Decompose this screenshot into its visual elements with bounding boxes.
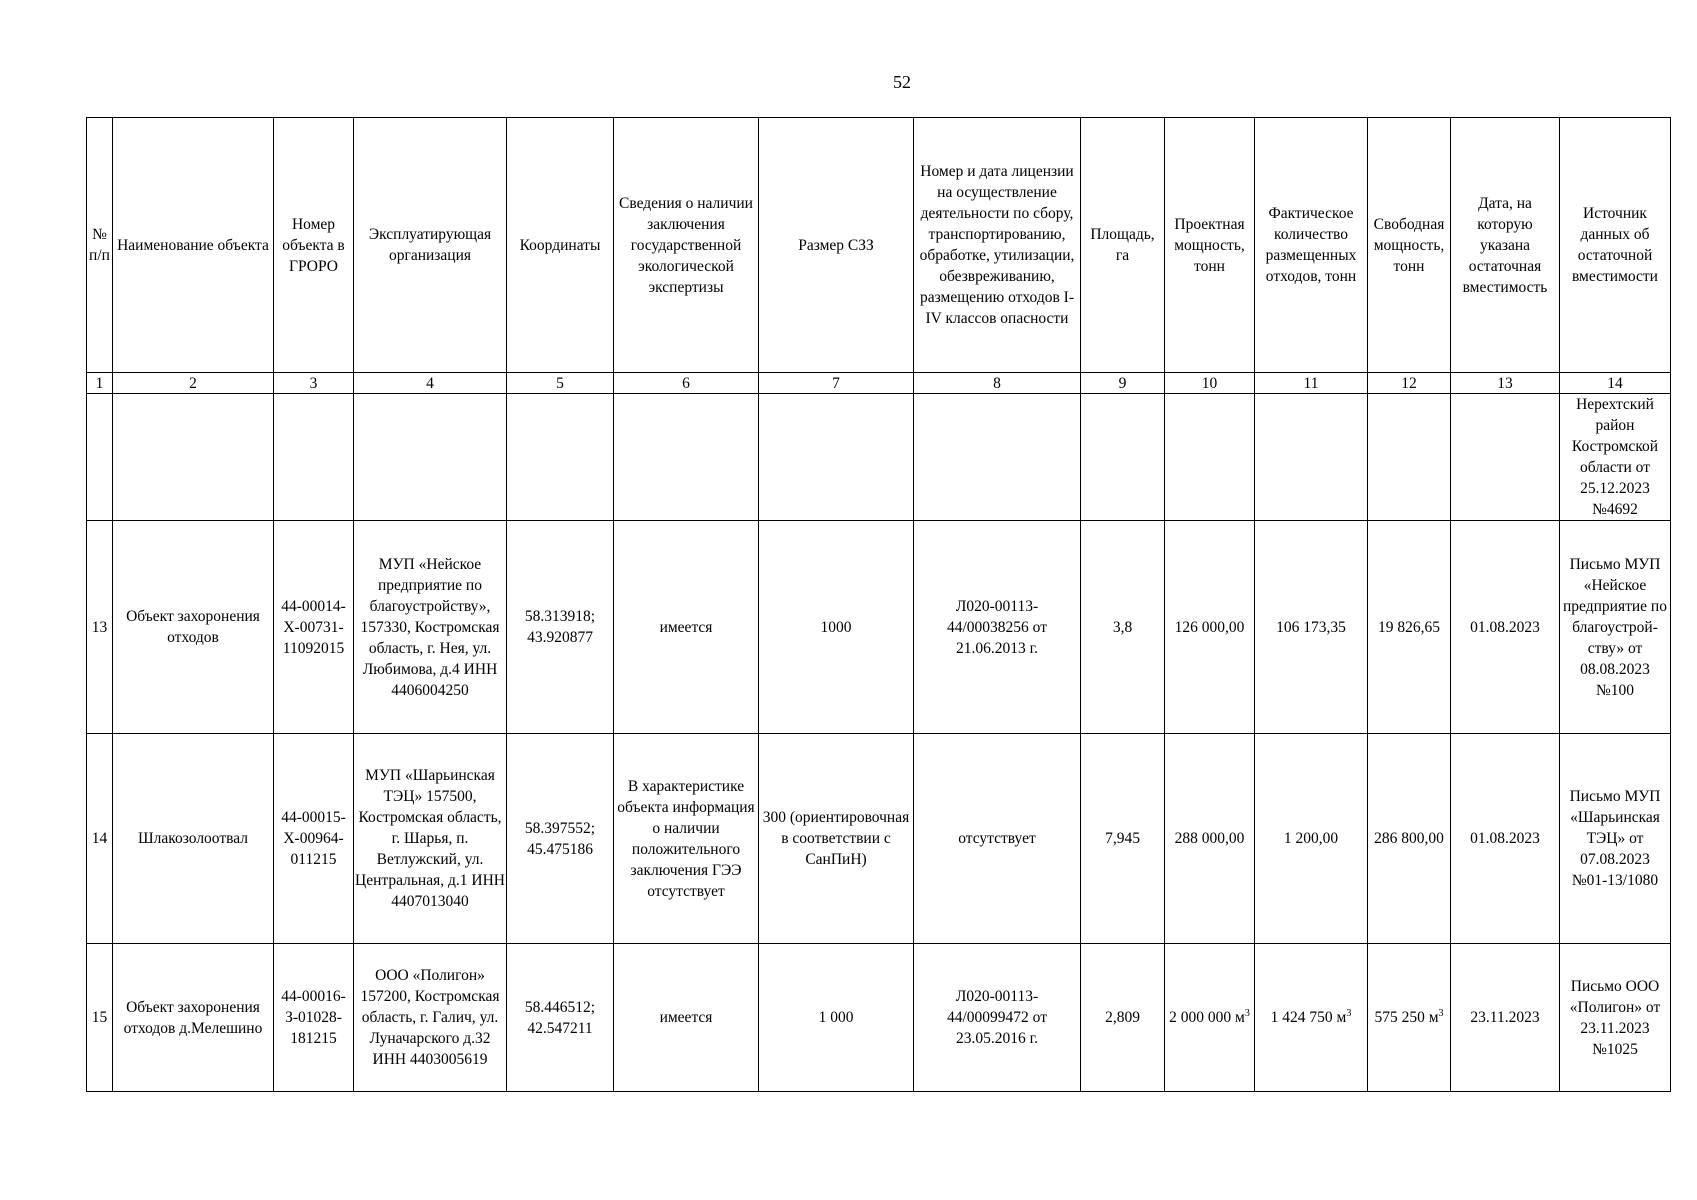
header-cell: Эксплуатирующая организация	[354, 118, 507, 373]
source-cell: Нерехтский район Костромской области от 25.12.2023 №4692	[1560, 394, 1671, 521]
header-cell: № п/п	[87, 118, 113, 373]
coordinates: 58.397552; 45.475186	[507, 734, 614, 944]
free-capacity: 19 826,65	[1368, 521, 1451, 734]
source: Письмо МУП «Нейское предприятие по благоустрой-ству» от 08.08.2023 №100	[1560, 521, 1671, 734]
table-cell	[274, 394, 354, 521]
area: 3,8	[1081, 521, 1165, 734]
table-cell	[507, 394, 614, 521]
column-number: 4	[354, 373, 507, 394]
table-row	[87, 521, 1671, 734]
operator: МУП «Шарьинская ТЭЦ» 157500, Костромская область, г. Шарья, п. Ветлужский, ул. Центральная, д.1 ИНН 4407013040	[354, 734, 507, 944]
column-number-row	[87, 373, 1671, 394]
actual-amount: 106 173,35	[1255, 521, 1368, 734]
header-cell: Номер и дата лицензии на осуществление деятельности по сбору, транспортированию, обработке, утилизации, обезвреживанию, размещению отходов I-IV классов опасности	[914, 118, 1081, 373]
column-number: 9	[1081, 373, 1165, 394]
groro-number: 44-00015-Х-00964-011215	[274, 734, 354, 944]
cubic-superscript: 3	[1244, 1007, 1250, 1019]
szz-size: 300 (ориентировочная в соответствии с СанПиН)	[759, 734, 914, 944]
license: отсутствует	[914, 734, 1081, 944]
free-capacity: 286 800,00	[1368, 734, 1451, 944]
column-number: 11	[1255, 373, 1368, 394]
column-number: 6	[614, 373, 759, 394]
design-capacity: 288 000,00	[1165, 734, 1255, 944]
table-cell	[1368, 394, 1451, 521]
header-cell: Фактическое количество размещенных отходов, тонн	[1255, 118, 1368, 373]
source: Письмо МУП «Шарьинская ТЭЦ» от 07.08.2023 №01-13/1080	[1560, 734, 1671, 944]
cubic-superscript: 3	[1346, 1007, 1352, 1019]
license: Л020-00113-44/00038256 от 21.06.2013 г.	[914, 521, 1081, 734]
szz-size: 1 000	[759, 944, 914, 1092]
column-number: 2	[113, 373, 274, 394]
szz-size: 1000	[759, 521, 914, 734]
header-cell: Координаты	[507, 118, 614, 373]
operator: ООО «Полигон» 157200, Костромская область, г. Галич, ул. Луначарского д.32 ИНН 4403005619	[354, 944, 507, 1092]
expertise: имеется	[614, 944, 759, 1092]
coordinates: 58.446512; 42.547211	[507, 944, 614, 1092]
header-cell: Площадь, га	[1081, 118, 1165, 373]
header-row	[87, 118, 1671, 373]
groro-number: 44-00016-З-01028-181215	[274, 944, 354, 1092]
continuation-row	[87, 394, 1671, 521]
column-number: 12	[1368, 373, 1451, 394]
column-number: 8	[914, 373, 1081, 394]
design-capacity: 126 000,00	[1165, 521, 1255, 734]
date: 01.08.2023	[1451, 734, 1560, 944]
header-cell: Проектная мощность, тонн	[1165, 118, 1255, 373]
header-cell: Свободная мощность, тонн	[1368, 118, 1451, 373]
design-capacity	[1165, 944, 1255, 1092]
header-cell: Дата, на которую указана остаточная вместимость	[1451, 118, 1560, 373]
header-cell: Номер объекта в ГРОРО	[274, 118, 354, 373]
table-cell	[87, 394, 113, 521]
row-number: 15	[87, 944, 113, 1092]
table-cell	[759, 394, 914, 521]
waste-facilities-table	[86, 117, 1671, 1092]
date: 23.11.2023	[1451, 944, 1560, 1092]
table-cell	[614, 394, 759, 521]
cubic-superscript: 3	[1438, 1007, 1444, 1019]
header-cell: Сведения о наличии заключения государственной экологической экспертизы	[614, 118, 759, 373]
header-cell: Источник данных об остаточной вместимости	[1560, 118, 1671, 373]
license: Л020-00113-44/00099472 от 23.05.2016 г.	[914, 944, 1081, 1092]
actual-amount: 1 200,00	[1255, 734, 1368, 944]
object-name: Объект захоронения отходов	[113, 521, 274, 734]
column-number: 1	[87, 373, 113, 394]
column-number: 3	[274, 373, 354, 394]
area: 2,809	[1081, 944, 1165, 1092]
actual-amount	[1255, 944, 1368, 1092]
header-cell: Наименование объекта	[113, 118, 274, 373]
column-number: 14	[1560, 373, 1671, 394]
table-row	[87, 734, 1671, 944]
table-cell	[354, 394, 507, 521]
free-capacity-value: 575 250 м	[1374, 1009, 1439, 1026]
source: Письмо ООО «Полигон» от 23.11.2023 №1025	[1560, 944, 1671, 1092]
operator: МУП «Нейское предприятие по благоустройству», 157330, Костромская область, г. Нея, ул. Любимова, д.4 ИНН 4406004250	[354, 521, 507, 734]
table-cell	[1165, 394, 1255, 521]
page-number: 52	[893, 72, 911, 92]
area: 7,945	[1081, 734, 1165, 944]
expertise: В характеристике объекта информация о наличии положительного заключения ГЭЭ отсутствует	[614, 734, 759, 944]
object-name: Объект захоронения отходов д.Мелешино	[113, 944, 274, 1092]
column-number: 10	[1165, 373, 1255, 394]
table-cell	[1255, 394, 1368, 521]
groro-number: 44-00014-Х-00731-11092015	[274, 521, 354, 734]
table-cell	[914, 394, 1081, 521]
date: 01.08.2023	[1451, 521, 1560, 734]
free-capacity	[1368, 944, 1451, 1092]
table-row	[87, 944, 1671, 1092]
header-cell: Размер СЗЗ	[759, 118, 914, 373]
row-number: 13	[87, 521, 113, 734]
column-number: 13	[1451, 373, 1560, 394]
table-cell	[113, 394, 274, 521]
coordinates: 58.313918; 43.920877	[507, 521, 614, 734]
row-number: 14	[87, 734, 113, 944]
column-number: 7	[759, 373, 914, 394]
design-capacity-value: 2 000 000 м	[1169, 1009, 1245, 1026]
column-number: 5	[507, 373, 614, 394]
object-name: Шлакозолоотвал	[113, 734, 274, 944]
table-cell	[1451, 394, 1560, 521]
actual-amount-value: 1 424 750 м	[1270, 1009, 1347, 1026]
expertise: имеется	[614, 521, 759, 734]
table-cell	[1081, 394, 1165, 521]
